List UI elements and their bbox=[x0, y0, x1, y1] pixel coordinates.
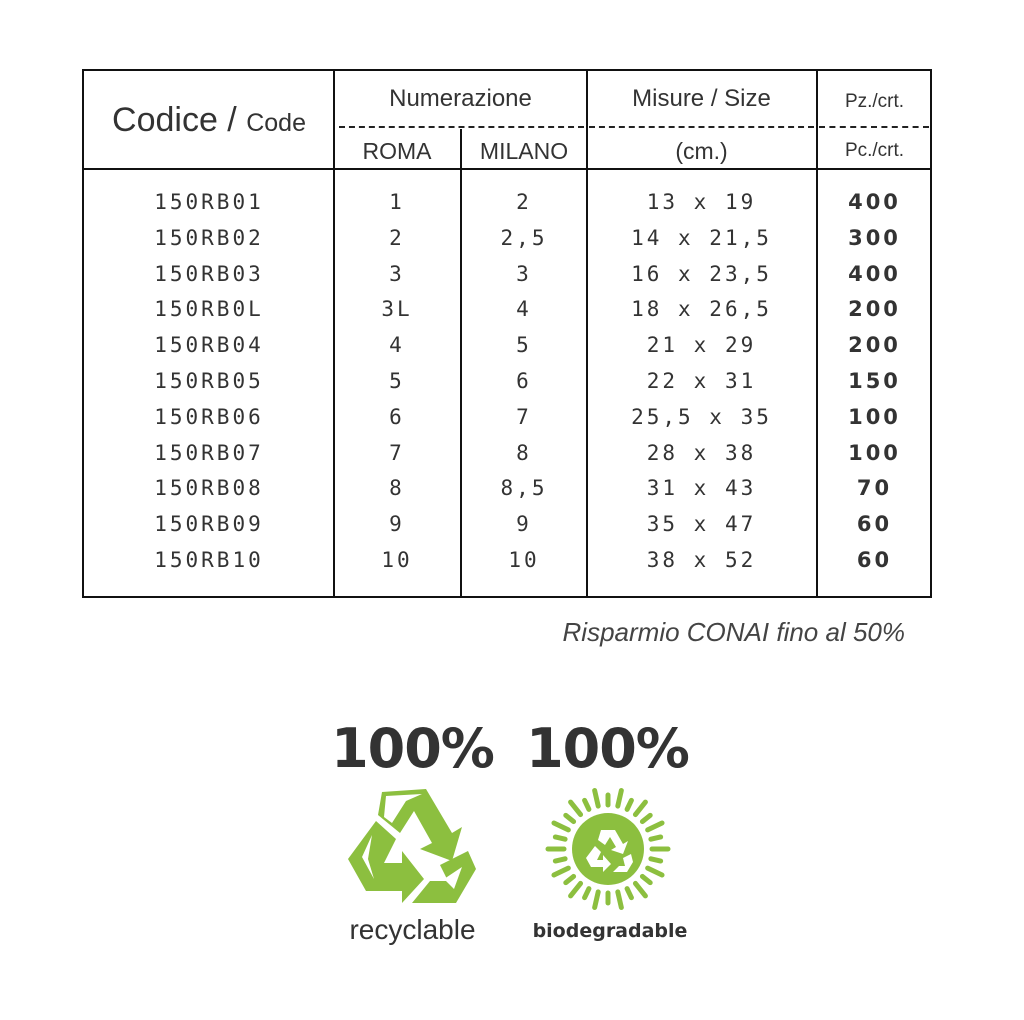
table-row bbox=[84, 327, 930, 363]
header-dashed-line bbox=[589, 126, 814, 128]
cell-qty: 60 bbox=[856, 512, 893, 537]
cell-roma: 5 bbox=[389, 368, 405, 393]
cell-roma: 6 bbox=[389, 404, 405, 429]
cell-size: 28 x 38 bbox=[646, 440, 757, 465]
cell-size: 35 x 47 bbox=[646, 512, 757, 537]
header-dashed-line bbox=[339, 126, 584, 128]
sun-ray bbox=[585, 800, 589, 809]
sun-recycle-icon bbox=[543, 784, 673, 914]
cell-code: 150RB10 bbox=[154, 547, 264, 572]
table-row bbox=[84, 542, 930, 578]
cell-milano: 4 bbox=[516, 297, 532, 322]
sun-ray bbox=[571, 802, 581, 815]
cell-roma: 2 bbox=[389, 225, 405, 250]
cell-qty: 60 bbox=[856, 547, 893, 572]
table-body bbox=[84, 184, 930, 578]
table-row bbox=[84, 220, 930, 256]
cell-qty: 100 bbox=[848, 440, 901, 465]
cell-milano: 8,5 bbox=[500, 476, 548, 501]
cell-qty: 150 bbox=[848, 368, 901, 393]
cell-qty: 300 bbox=[848, 225, 901, 250]
cell-size: 16 x 23,5 bbox=[631, 261, 772, 286]
sun-ray bbox=[571, 883, 581, 896]
header-milano: MILANO bbox=[479, 138, 569, 164]
cell-size: 38 x 52 bbox=[646, 547, 757, 572]
cell-qty: 400 bbox=[848, 261, 901, 286]
header-codice bbox=[84, 101, 334, 140]
table-row bbox=[84, 506, 930, 542]
recyclable-percent: 100% bbox=[331, 717, 494, 780]
cell-code: 150RB06 bbox=[154, 404, 264, 429]
cell-roma: 10 bbox=[381, 547, 413, 572]
cell-roma: 3L bbox=[381, 297, 413, 322]
sun-ray bbox=[618, 791, 622, 807]
sun-ray bbox=[566, 815, 574, 821]
header-misure: Misure / Size bbox=[632, 85, 771, 112]
cell-milano: 5 bbox=[516, 333, 532, 358]
sun-ray bbox=[566, 876, 574, 882]
cell-milano: 3 bbox=[516, 261, 532, 286]
sun-ray bbox=[635, 883, 645, 896]
cell-size: 25,5 x 35 bbox=[631, 404, 772, 429]
cell-milano: 10 bbox=[508, 547, 540, 572]
cell-qty: 200 bbox=[848, 333, 901, 358]
sun-ray bbox=[554, 823, 568, 830]
sun-ray bbox=[595, 892, 599, 908]
cell-milano: 6 bbox=[516, 368, 532, 393]
cell-size: 13 x 19 bbox=[646, 190, 757, 214]
header-roma: ROMA bbox=[362, 138, 432, 164]
table-row bbox=[84, 435, 930, 471]
cell-milano: 9 bbox=[516, 512, 532, 537]
cell-roma: 1 bbox=[389, 190, 405, 214]
sun-ray bbox=[651, 837, 661, 839]
cell-milano: 2 bbox=[516, 190, 532, 214]
cell-size: 31 x 43 bbox=[646, 476, 757, 501]
biodegradable-label: biodegradable bbox=[532, 920, 688, 942]
header-code-label: Code bbox=[246, 109, 306, 137]
sun-ray bbox=[627, 889, 631, 898]
table-row bbox=[84, 256, 930, 292]
cell-code: 150RB0L bbox=[154, 297, 264, 322]
conai-note: Risparmio CONAI fino al 50% bbox=[562, 617, 905, 647]
cell-code: 150RB08 bbox=[154, 476, 264, 501]
sun-ray bbox=[651, 859, 661, 861]
table-row bbox=[84, 399, 930, 435]
sun-ray bbox=[595, 791, 599, 807]
sun-ray bbox=[618, 892, 622, 908]
cell-code: 150RB09 bbox=[154, 512, 264, 537]
cell-qty: 200 bbox=[848, 297, 901, 322]
sun-ray bbox=[648, 823, 662, 830]
header-pz: Pz./crt. bbox=[844, 91, 905, 112]
cell-roma: 8 bbox=[389, 476, 405, 501]
header-codice-label: Codice / bbox=[112, 101, 237, 139]
cell-qty: 70 bbox=[856, 476, 893, 501]
header-dashed-line bbox=[819, 126, 929, 128]
cell-size: 18 x 26,5 bbox=[631, 297, 772, 322]
cell-code: 150RB02 bbox=[154, 225, 264, 250]
header-cm: (cm.) bbox=[675, 138, 728, 164]
cell-code: 150RB04 bbox=[154, 333, 264, 358]
recyclable-label: recyclable bbox=[349, 914, 476, 945]
sun-ray bbox=[555, 859, 565, 861]
size-table bbox=[82, 69, 932, 598]
header-pc: Pc./crt. bbox=[844, 140, 905, 161]
table-row bbox=[84, 291, 930, 327]
cell-roma: 3 bbox=[389, 261, 405, 286]
cell-code: 150RB01 bbox=[154, 190, 264, 214]
cell-roma: 7 bbox=[389, 440, 405, 465]
cell-code: 150RB07 bbox=[154, 440, 264, 465]
cell-roma: 4 bbox=[389, 333, 405, 358]
sun-ray bbox=[585, 889, 589, 898]
sun-ray bbox=[555, 837, 565, 839]
table-row bbox=[84, 363, 930, 399]
sun-ray bbox=[648, 868, 662, 875]
cell-milano: 7 bbox=[516, 404, 532, 429]
sun-ray bbox=[642, 876, 650, 882]
sun-ray bbox=[554, 868, 568, 875]
cell-qty: 100 bbox=[848, 404, 901, 429]
table-row bbox=[84, 470, 930, 506]
cell-qty: 400 bbox=[848, 190, 901, 214]
cell-code: 150RB03 bbox=[154, 261, 264, 286]
header-divider bbox=[84, 168, 930, 170]
cell-size: 21 x 29 bbox=[646, 333, 757, 358]
cell-code: 150RB05 bbox=[154, 368, 264, 393]
biodegradable-percent: 100% bbox=[526, 717, 689, 780]
sun-ray bbox=[635, 802, 645, 815]
header-numerazione: Numerazione bbox=[389, 85, 532, 112]
sun-ray bbox=[627, 800, 631, 809]
recycle-icon bbox=[344, 787, 478, 907]
cell-milano: 2,5 bbox=[500, 225, 548, 250]
table-row bbox=[84, 184, 930, 220]
sun-ray bbox=[642, 815, 650, 821]
cell-size: 14 x 21,5 bbox=[631, 225, 772, 250]
cell-roma: 9 bbox=[389, 512, 405, 537]
cell-size: 22 x 31 bbox=[646, 368, 757, 393]
cell-milano: 8 bbox=[516, 440, 532, 465]
